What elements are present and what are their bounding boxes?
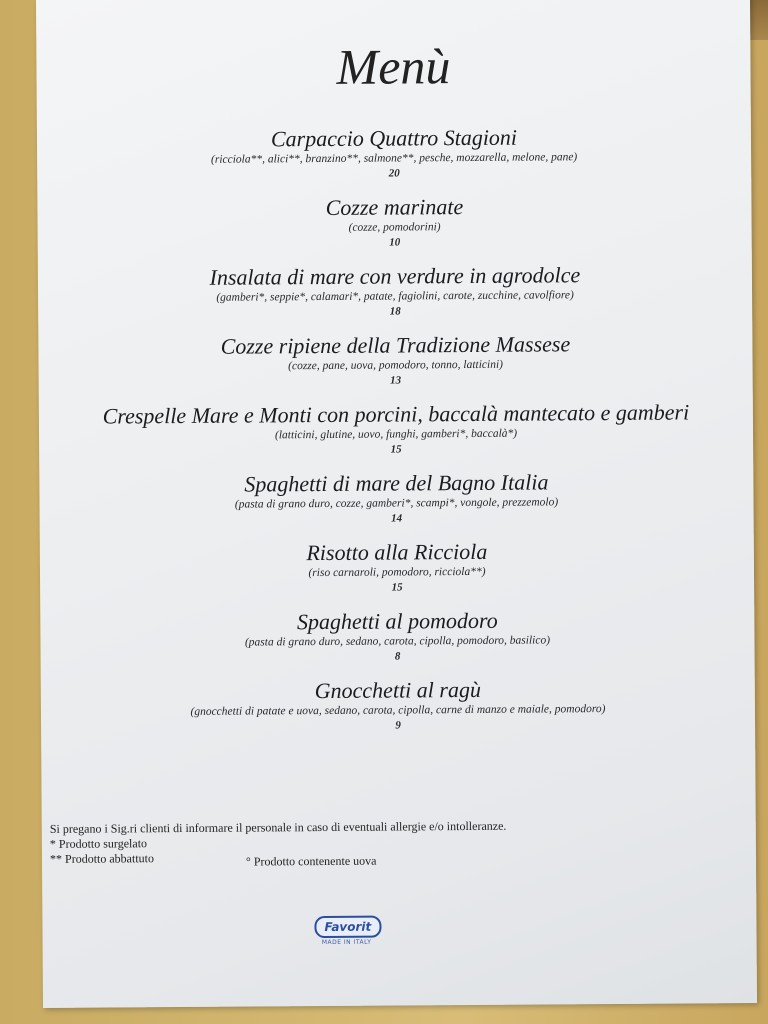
menu-sheet [36,0,757,1008]
menu-item-price: 20 [388,167,400,180]
menu-item-name: Crespelle Mare e Monti con porcini, baccalà mantecato e gamberi [102,399,690,429]
menu-items [37,123,755,749]
menu-item-ingredients: (gamberi*, seppie*, calamari*, patate, fagiolini, carote, zucchine, cavolfiore) [216,289,574,304]
menu-item-name: Spaghetti di mare del Bagno Italia [244,469,549,497]
menu-item [39,468,753,528]
favorit-logo-badge: Favorit [314,916,381,938]
menu-item-name: Cozze marinate [325,194,464,220]
allergy-note: Si pregano i Sig.ri clienti di informare il personale in caso di eventuali allergie e/o intolleranze. [49,818,507,836]
menu-item-name: Gnocchetti al ragù [314,676,482,704]
menu-item [39,399,753,459]
menu-item-name: Risotto alla Ricciola [306,538,488,566]
menu-item-price: 13 [390,374,402,387]
menu-item-ingredients: (cozze, pomodorini) [348,221,441,234]
menu-item-price: 10 [389,236,401,249]
menu-item-name: Carpaccio Quattro Stagioni [270,124,518,152]
menu-item [41,675,755,735]
menu-item-name: Insalata di mare con verdure in agrodolce [209,262,581,290]
menu-item-price: 8 [394,650,401,663]
menu-item-price: 15 [391,581,403,594]
menu-item-ingredients: (riso carnaroli, pomodoro, ricciola**) [308,565,486,580]
menu-item [37,192,751,252]
contains-egg-legend: ° Prodotto contenente uova [245,853,377,869]
menu-item-ingredients: (pasta di grano duro, cozze, gamberi*, scampi*, vongole, prezzemolo) [234,496,559,511]
menu-item-name: Cozze ripiene della Tradizione Massese [220,331,571,359]
menu-item [40,537,754,597]
menu-item-price: 9 [395,719,401,732]
menu-item [38,330,752,390]
menu-item-price: 15 [390,443,402,456]
menu-item-ingredients: (latticini, glutine, uovo, funghi, gamberi*, baccalà*) [274,427,518,442]
menu-item [37,123,751,183]
menu-item-price: 18 [389,305,401,318]
menu-footer [49,817,690,869]
menu-item [40,606,754,666]
menu-item-name: Spaghetti al pomodoro [296,607,498,635]
menu-item-ingredients: (gnocchetti di patate e uova, sedano, carota, cipolla, carne di manzo e maiale, pomodoro) [190,703,606,718]
menu-item-ingredients: (cozze, pane, uova, pomodoro, tonno, latticini) [288,358,504,373]
menu-item-ingredients: (pasta di grano duro, sedano, carota, cipolla, pomodoro, basilico) [244,634,551,649]
menu-item-ingredients: (ricciola**, alici**, branzino**, salmone**, pesche, mozzarella, melone, pane) [210,151,578,166]
menu-item [38,261,752,321]
menu-title: Menù [336,38,451,95]
frozen-legend: * Prodotto surgelato [49,836,148,851]
blast-chilled-legend: ** Prodotto abbattuto [49,851,155,866]
made-in-italy-label: MADE IN ITALY [321,938,372,947]
menu-item-price: 14 [391,512,403,525]
favorit-logo [314,916,378,946]
